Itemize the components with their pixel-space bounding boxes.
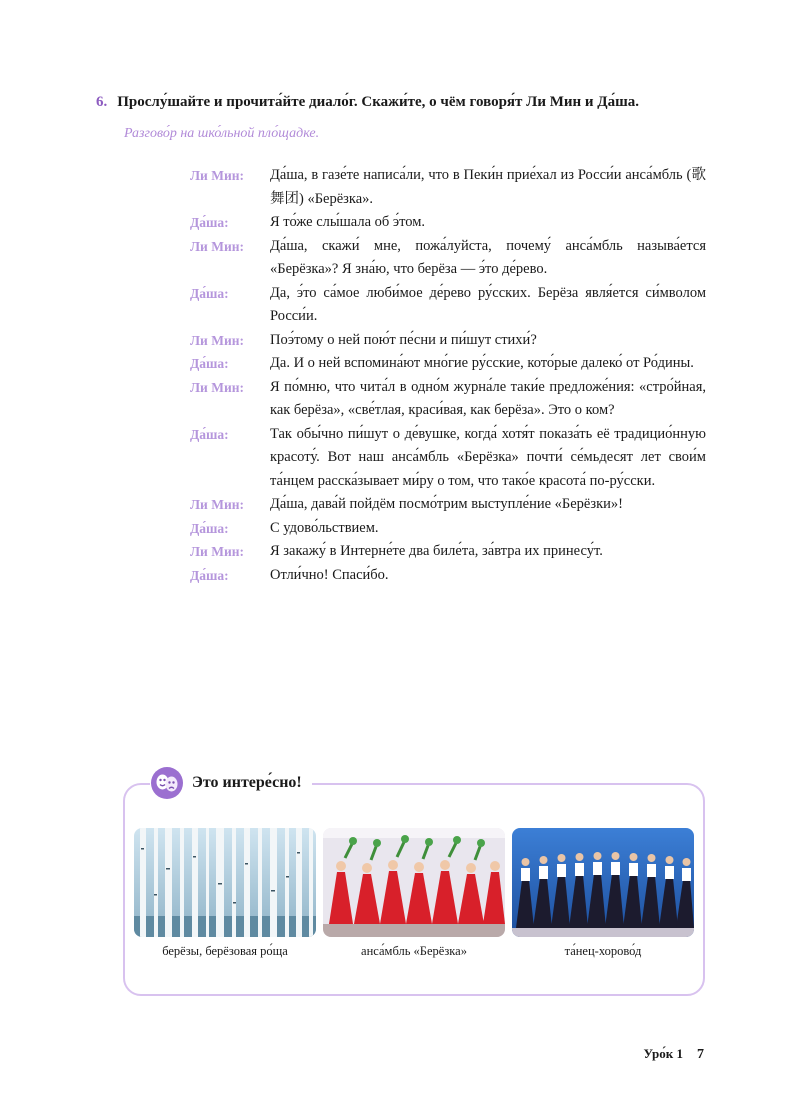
utterance: Отли́чно! Спаси́бо. (270, 566, 389, 583)
masks-icon (150, 766, 184, 800)
photo-caption: берёзы, берёзовая ро́ща (162, 944, 288, 958)
dialog-line (190, 423, 706, 494)
utterance: Да, э́то са́мое люби́мое де́рево ру́сских. Берёза явля́ется си́мволом Росси́и. (270, 284, 706, 324)
utterance: Да. И о ней вспомина́ют мно́гие ру́сские, кото́рые далеко́ от Ро́дины. (270, 355, 694, 371)
speaker-label: Да́ша: (190, 520, 229, 536)
page-footer (644, 1046, 704, 1063)
photo-caption: анса́мбль «Берёзка» (361, 944, 467, 958)
dialog-line (190, 282, 706, 329)
speaker-label: Ли Мин: (190, 238, 245, 254)
interesting-header (150, 766, 312, 800)
speaker-label: Ли Мин: (190, 332, 245, 348)
speaker-label: Ли Мин: (190, 379, 245, 395)
speaker-label: Ли Мин: (190, 544, 245, 559)
dance-ensemble-photo (323, 828, 505, 937)
exercise-text: Прослу́шайте и прочита́йте диало́г. Скажи́те, о чём говоря́т Ли Мин и Да́ша. (117, 94, 640, 110)
speaker-label: Да́ша: (190, 285, 229, 301)
utterance: С удово́льствием. (270, 519, 379, 536)
utterance: Я закажу́ в Интерне́те два биле́та, за́втра их принесу́т. (270, 543, 603, 559)
utterance: Так обы́чно пи́шут о де́вушке, когда́ хотя́т показа́ть её традицио́нную красоту́. Вот наш анса́мбль «Берёзка» почти́ се́мьдесят лет свои́м та́нцем расска́зывает ми́ру о том, что тако́е красота́ по-ру́сски. (270, 425, 706, 489)
dialog-line (190, 493, 706, 517)
dialog (190, 164, 706, 587)
speaker-label: Ли Мин: (190, 497, 245, 512)
speaker-label: Да́ша: (190, 215, 229, 230)
dialog-line (190, 164, 706, 211)
dialog-line (190, 235, 706, 282)
dialog-setting: Разгово́р на шко́льной пло́щадке. (124, 126, 320, 141)
speaker-label: Ли Мин: (190, 168, 245, 183)
speaker-label: Да́ша: (190, 567, 229, 583)
dialog-line (190, 564, 706, 588)
utterance: Я по́мню, что чита́л в одно́м журна́ле таки́е предложе́ния: «стро́йная, как берёза», «све́тлая, краси́вая, как берёза». Это о ком? (270, 378, 706, 418)
utterance: Поэ́тому о ней пою́т пе́сни и пи́шут стихи́? (270, 331, 537, 348)
dialog-line (190, 329, 706, 353)
speaker-label: Да́ша: (190, 356, 229, 371)
exercise-instruction (96, 94, 736, 111)
utterance: Да́ша, дава́й пойдём посмо́трим выступле́ние «Берёзки»! (270, 496, 623, 512)
utterance: Я то́же слы́шала об э́том. (270, 214, 426, 230)
dialog-line (190, 211, 706, 235)
photo-caption: та́нец-хорово́д (564, 944, 642, 958)
utterance: Да́ша, в газе́те написа́ли, что в Пеки́н прие́хал из Росси́и анса́мбль (歌舞团) «Берёзка». (270, 167, 706, 207)
birch-grove-photo (134, 828, 316, 937)
dialog-line (190, 540, 706, 564)
exercise-number: 6. (96, 94, 108, 110)
round-dance-photo (512, 828, 694, 937)
lesson-label: Уро́к 1 (643, 1046, 683, 1061)
dialog-line (190, 517, 706, 541)
interesting-title: Это интере́сно! (192, 774, 302, 791)
dialog-line (190, 352, 706, 376)
page-number: 7 (697, 1047, 704, 1062)
utterance: Да́ша, скажи́ мне, пожа́луйста, почему́ анса́мбль называ́ется «Берёзка»? Я зна́ю, что берёза — э́то де́рево. (270, 237, 706, 277)
speaker-label: Да́ша: (190, 426, 229, 442)
dialog-line (190, 376, 706, 423)
